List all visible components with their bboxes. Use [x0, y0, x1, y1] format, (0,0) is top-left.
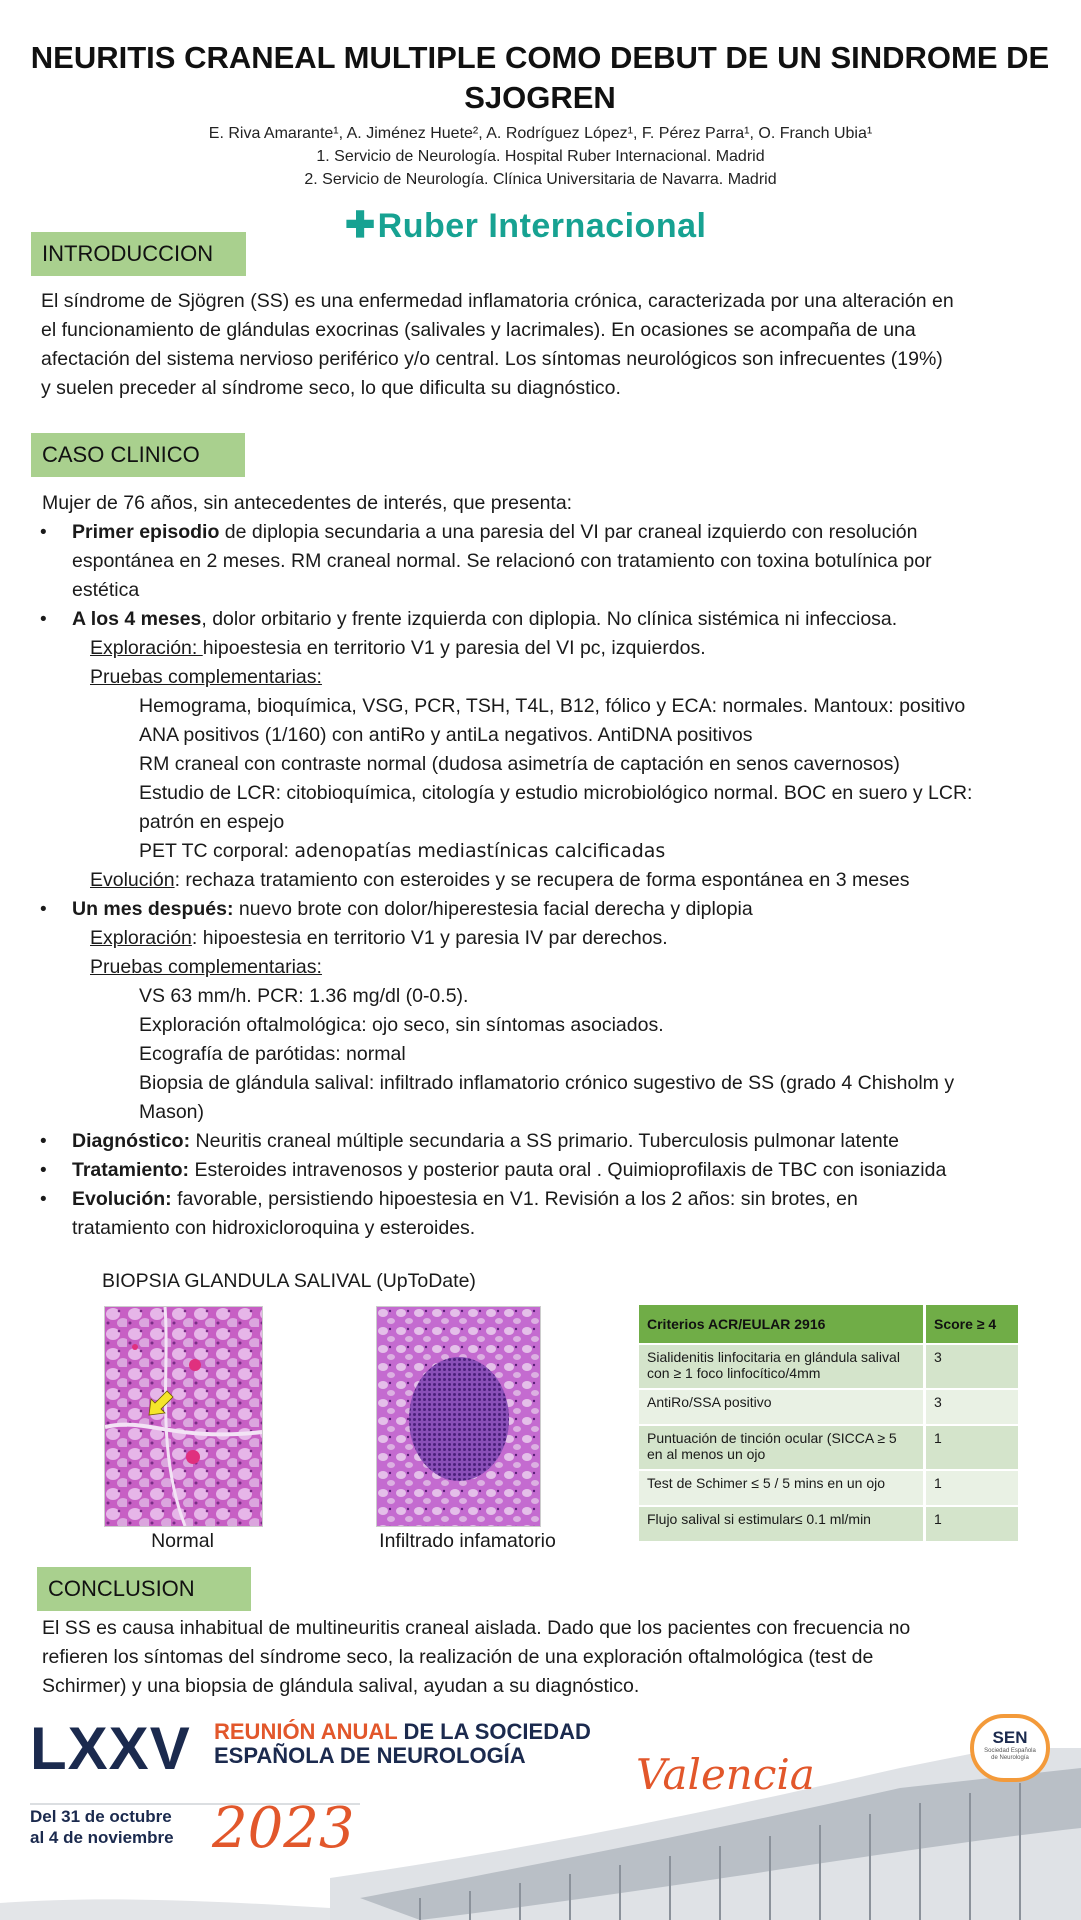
- bullet-icon: •: [40, 899, 47, 920]
- exploracion-text: hipoestesia en territorio V1 y paresia del VI pc, izquierdos.: [202, 637, 706, 659]
- criteria-score: 3: [926, 1345, 1018, 1388]
- event-title-rest: DE LA SOCIEDAD: [397, 1719, 591, 1744]
- dates-line-1: Del 31 de octubre: [30, 1807, 172, 1826]
- bullet-text: nuevo brote con dolor/hiperestesia facial derecha y diplopia: [233, 898, 753, 920]
- evolucion-text: : rechaza tratamiento con esteroides y se recupera de forma espontánea en 3 meses: [174, 869, 910, 891]
- case-bullet-1-line-3: estética: [72, 579, 140, 601]
- bold-label: A los 4 meses: [72, 608, 202, 630]
- table-row: [639, 1426, 1018, 1469]
- exploracion-1: [90, 634, 706, 663]
- evolucion-1: [90, 866, 909, 895]
- intro-heading: INTRODUCCION: [31, 232, 246, 276]
- conclusion-text: [42, 1614, 1072, 1701]
- affiliation-2: 2. Servicio de Neurología. Clínica Universitaria de Navarra. Madrid: [304, 171, 777, 188]
- conclusion-line: El SS es causa inhabitual de multineuritis craneal aislada. Dado que los pacientes con frecuencia no: [42, 1617, 911, 1639]
- exploracion-2: [90, 924, 668, 953]
- prueba-line: ANA positivos (1/160) con antiRo y antiLa negativos. AntiDNA positivos: [139, 724, 753, 746]
- bullet-text: , dolor orbitario y frente izquierda con diplopia. No clínica sistémica ni infecciosa.: [201, 608, 898, 630]
- intro-line: El síndrome de Sjögren (SS) es una enfermedad inflamatoria crónica, caracterizada por una alteración en: [41, 290, 954, 312]
- normal-tissue-graphic: [105, 1307, 262, 1526]
- prueba-line: patrón en espejo: [139, 811, 285, 833]
- underlined-label: Evolución: [90, 869, 175, 891]
- dates-line-2: al 4 de noviembre: [30, 1828, 174, 1847]
- intro-line: afectación del sistema nervioso periférico y/o central. Los síntomas neurológicos son infrecuentes (19%): [41, 348, 943, 370]
- bullet-text: favorable, persistiendo hipoestesia en V1. Revisión a los 2 años: sin brotes, en: [171, 1188, 858, 1210]
- prueba-line: RM craneal con contraste normal (dudosa asimetría de captación en senos cavernosos): [139, 753, 900, 775]
- caption-infiltrado: Infiltrado infamatorio: [379, 1530, 556, 1552]
- case-bullet-diagnostico: [72, 1127, 899, 1156]
- table-row: [639, 1345, 1018, 1388]
- underlined-label: Exploración: [90, 927, 192, 949]
- sen-logo-text: SEN: [992, 1728, 1028, 1747]
- bold-label: Diagnóstico:: [72, 1130, 191, 1152]
- biopsy-title: BIOPSIA GLANDULA SALIVAL (UpToDate): [102, 1270, 476, 1292]
- prueba-line: Estudio de LCR: citobioquímica, citología y estudio microbiológico normal. BOC en suero y LCR:: [139, 782, 973, 804]
- event-dates: [30, 1806, 174, 1848]
- bullet-icon: •: [40, 609, 47, 630]
- case-bullet-1: [72, 518, 918, 547]
- ruber-cross-icon: ✚: [345, 204, 376, 245]
- criteria-label: AntiRo/SSA positivo: [639, 1390, 926, 1424]
- criteria-score: 1: [926, 1426, 1018, 1469]
- bold-label: Primer episodio: [72, 521, 220, 543]
- criteria-label: Test de Schimer ≤ 5 / 5 mins en un ojo: [639, 1471, 926, 1505]
- roman-numeral: LXXV: [30, 1715, 191, 1782]
- biopsy-image-normal: [104, 1306, 263, 1527]
- city-name: Valencia: [636, 1750, 815, 1799]
- bullet-text: Esteroides intravenosos y posterior pauta oral . Quimioprofilaxis de TBC con isoniazida: [189, 1159, 947, 1181]
- event-title: [214, 1720, 591, 1768]
- case-heading: CASO CLINICO: [31, 433, 245, 477]
- infiltrado-tissue-graphic: [377, 1307, 540, 1526]
- bullet-text: de diplopia secundaria a una paresia del VI par craneal izquierdo con resolución: [219, 521, 918, 543]
- pet-result: adenopatías mediastínicas calcificadas: [294, 840, 666, 862]
- case-bullet-3: [72, 895, 753, 924]
- criteria-table-wrapper: [639, 1303, 1019, 1543]
- intro-text: [41, 287, 1071, 403]
- sen-logo-sub2: de Neurología: [991, 1755, 1029, 1761]
- criteria-score: 3: [926, 1390, 1018, 1424]
- case-bullet-tratamiento: [72, 1156, 946, 1185]
- criteria-header-label: Criterios ACR/EULAR 2916: [639, 1305, 926, 1343]
- case-bullet-2: [72, 605, 897, 634]
- pet-label: PET TC corporal:: [139, 840, 295, 862]
- prueba-line: Mason): [139, 1101, 205, 1123]
- criteria-label: Flujo salival si estimular≤ 0.1 ml/min: [639, 1507, 926, 1541]
- criteria-label: Sialidenitis linfocitaria en glándula salival con ≥ 1 foco linfocítico/4mm: [639, 1345, 926, 1388]
- ruber-logo: [345, 204, 706, 246]
- case-bullet-1-line-2: espontánea en 2 meses. RM craneal normal. Se relacionó con tratamiento con toxina botulínica por: [72, 550, 932, 572]
- criteria-score: 1: [926, 1471, 1018, 1505]
- bullet-icon: •: [40, 1160, 47, 1181]
- intro-line: el funcionamiento de glándulas exocrinas (salivales y lacrimales). En ocasiones se acompaña de una: [41, 319, 916, 341]
- event-title-line-2: ESPAÑOLA DE NEUROLOGÍA: [214, 1743, 526, 1768]
- event-year: 2023: [212, 1796, 355, 1861]
- bold-label: Tratamiento:: [72, 1159, 190, 1181]
- bullet-text: Neuritis craneal múltiple secundaria a SS primario. Tuberculosis pulmonar latente: [190, 1130, 899, 1152]
- biopsy-image-infiltrado: [376, 1306, 541, 1527]
- congress-footer: [0, 1708, 1081, 1920]
- bold-label: Un mes después:: [72, 898, 234, 920]
- case-bullet-evolucion: [72, 1185, 858, 1214]
- poster-title: NEURITIS CRANEAL MULTIPLE COMO DEBUT DE UN SINDROME DE SJOGREN: [30, 40, 1050, 115]
- underlined-label: Exploración:: [90, 637, 203, 659]
- prueba-line: Hemograma, bioquímica, VSG, PCR, TSH, T4L, B12, fólico y ECA: normales. Mantoux: positivo: [139, 695, 966, 717]
- intro-line: y suelen preceder al síndrome seco, lo que dificulta su diagnóstico.: [41, 377, 621, 399]
- bold-label: Evolución:: [72, 1188, 172, 1210]
- event-title-highlight: REUNIÓN ANUAL: [214, 1719, 398, 1744]
- bullet-icon: •: [40, 1189, 47, 1210]
- criteria-table: [639, 1303, 1018, 1543]
- affiliation-1: 1. Servicio de Neurología. Hospital Ruber Internacional. Madrid: [316, 148, 765, 165]
- event-title-line-1: [214, 1720, 591, 1744]
- conclusion-heading: CONCLUSION: [37, 1567, 251, 1611]
- bullet-icon: •: [40, 1131, 47, 1152]
- ruber-logo-text: Ruber Internacional: [377, 207, 707, 245]
- authors: E. Riva Amarante¹, A. Jiménez Huete², A. Rodríguez López¹, F. Pérez Parra¹, O. Franch Ubia¹: [208, 125, 873, 142]
- criteria-header-score: Score ≥ 4: [926, 1305, 1018, 1343]
- case-bullet-evolucion-line-2: tratamiento con hidroxicloroquina y esteroides.: [72, 1217, 476, 1239]
- sen-logo-sub1: Sociedad Española: [984, 1748, 1036, 1754]
- prueba-line: VS 63 mm/h. PCR: 1.36 mg/dl (0-0.5).: [139, 985, 469, 1007]
- prueba-line: Ecografía de parótidas: normal: [139, 1043, 406, 1065]
- criteria-label: Puntuación de tinción ocular (SICCA ≥ 5 en al menos un ojo: [639, 1426, 926, 1469]
- prueba-line-pet: [139, 837, 665, 866]
- table-row: [639, 1507, 1018, 1541]
- case-body: [0, 489, 1081, 1239]
- criteria-score: 1: [926, 1507, 1018, 1541]
- conclusion-line: Schirmer) y una biopsia de glándula salival, ayudan a su diagnóstico.: [42, 1675, 640, 1697]
- exploracion-text: : hipoestesia en territorio V1 y paresia IV par derechos.: [191, 927, 668, 949]
- conclusion-line: refieren los síntomas del síndrome seco, la realización de una exploración oftalmológica (test de: [42, 1646, 874, 1668]
- pruebas-label-2: Pruebas complementarias:: [90, 956, 322, 978]
- sen-logo: [970, 1714, 1050, 1782]
- prueba-line: Biopsia de glándula salival: infiltrado inflamatorio crónico sugestivo de SS (grado 4 Chisholm y: [139, 1072, 955, 1094]
- caption-normal: Normal: [151, 1530, 214, 1552]
- prueba-line: Exploración oftalmológica: ojo seco, sin síntomas asociados.: [139, 1014, 664, 1036]
- criteria-header-row: [639, 1305, 1018, 1343]
- case-intro-line: Mujer de 76 años, sin antecedentes de interés, que presenta:: [42, 492, 573, 514]
- bullet-icon: •: [40, 522, 47, 543]
- table-row: [639, 1471, 1018, 1505]
- table-row: [639, 1390, 1018, 1424]
- pruebas-label-1: Pruebas complementarias:: [90, 666, 322, 688]
